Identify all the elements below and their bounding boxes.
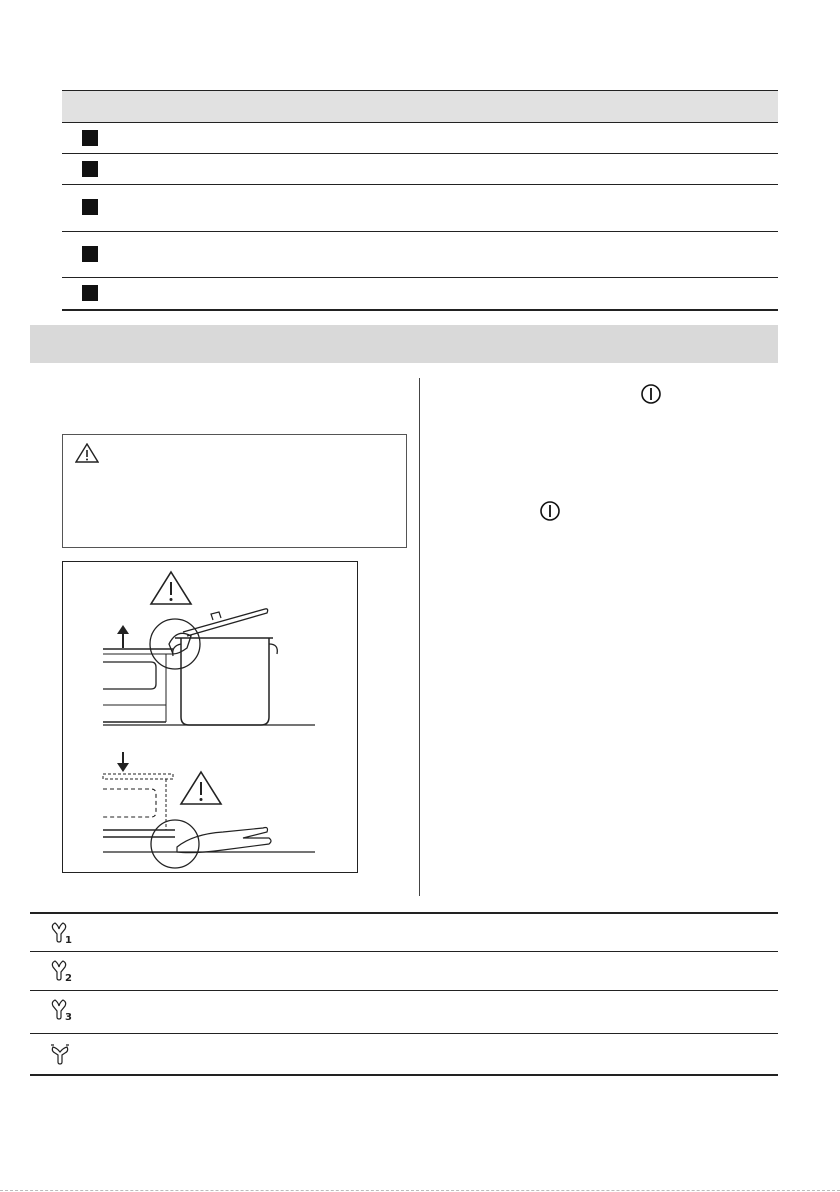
power-icon: [640, 383, 662, 405]
warning-box: [62, 434, 407, 548]
table-row: [30, 952, 778, 991]
column-divider: [419, 378, 420, 896]
warning-triangle-icon: [151, 572, 191, 604]
marker-square: [82, 161, 98, 177]
table-row: [62, 278, 778, 311]
power-icon: [539, 500, 561, 522]
page-bottom-edge: [0, 1190, 840, 1191]
table-row: [30, 991, 778, 1034]
marker-square: [82, 199, 98, 215]
table-row: [62, 154, 778, 185]
section-heading-band: [30, 325, 778, 363]
table-row: [62, 123, 778, 154]
warning-triangle-icon: [181, 772, 221, 804]
table-row: [62, 185, 778, 232]
table-row: [30, 1034, 778, 1076]
marker-square: [82, 130, 98, 146]
top-table: [62, 90, 778, 311]
auto-fan-icon: [48, 1042, 72, 1066]
fan-speed-table: [30, 912, 778, 1076]
fan-speed-1-icon: [48, 920, 72, 944]
top-table-header: [62, 90, 778, 123]
fan-speed-2-icon: [48, 958, 72, 982]
marker-square: [82, 285, 98, 301]
table-row: [30, 912, 778, 952]
table-row: [62, 232, 778, 278]
marker-square: [82, 246, 98, 262]
warning-triangle-icon: [75, 443, 99, 463]
fan-speed-3-icon: [48, 997, 72, 1021]
svg-text:1: 1: [65, 935, 72, 944]
svg-text:3: 3: [65, 1012, 72, 1021]
svg-text:2: 2: [65, 973, 72, 982]
hood-illustration: [62, 561, 358, 873]
hood-safety-drawing: [63, 562, 357, 872]
